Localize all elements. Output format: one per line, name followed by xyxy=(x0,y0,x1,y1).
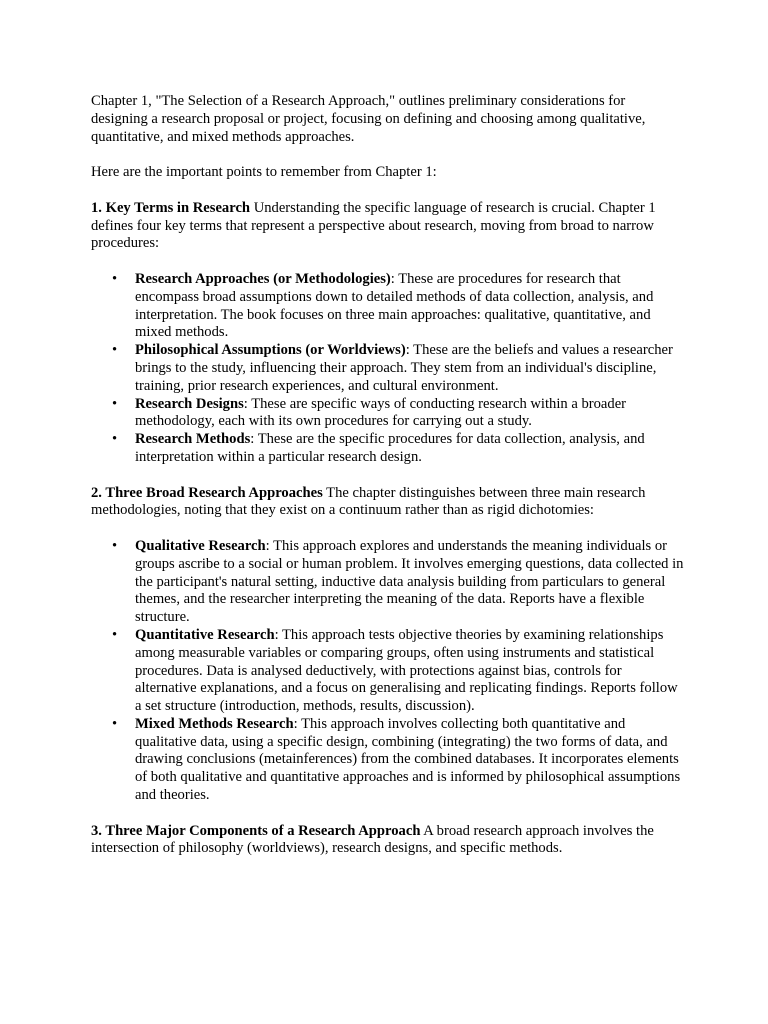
list-item-term: Research Methods xyxy=(135,431,251,448)
list-item-desc: : These are the specific procedures for data collection, analysis, and interpretation within a particular research design. xyxy=(135,431,645,465)
list-item-term: Quantitative Research xyxy=(135,626,275,643)
list-item xyxy=(112,431,685,467)
list-item-term: Research Approaches (or Methodologies) xyxy=(135,270,391,287)
section-1-heading: 1. Key Terms in Research xyxy=(91,199,251,216)
bullet-icon: • xyxy=(112,270,118,287)
list-item-desc: : These are the beliefs and values a researcher brings to the study, influencing their approach. They stem from an individual's discipline, training, prior research experiences, and cultural environment. xyxy=(135,342,673,394)
section-1-list xyxy=(91,271,685,467)
bullet-icon: • xyxy=(112,715,118,732)
bullet-icon: • xyxy=(112,626,118,643)
list-item-desc: : This approach tests objective theories by examining relationships among measurable variables or comparing groups, often using instruments and statistical procedures. Data is analysed deductively, with protections against bias, controls for alternative explanations, and a focus on generalising and replicating findings. Reports follow a set structure (introduction, methods, results, discussion). xyxy=(135,626,678,715)
list-item-term: Qualitative Research xyxy=(135,537,266,554)
bullet-icon: • xyxy=(112,537,118,554)
section-2-text: The chapter distinguishes between three main research methodologies, noting that they exist on a continuum rather than as rigid dichotomies: xyxy=(91,484,646,519)
section-2-heading: 2. Three Broad Research Approaches xyxy=(91,484,323,501)
list-item xyxy=(112,626,685,716)
list-item-desc: : This approach explores and understands the meaning individuals or groups ascribe to a social or human problem. It involves emerging questions, data collected in the participant's natural setting, inductive data analysis building from particulars to general themes, and the researcher interpreting the meaning of the data. Reports have a flexible structure. xyxy=(135,537,684,626)
list-item-desc: : This approach involves collecting both quantitative and qualitative data, using a specific design, combining (integrating) the two forms of data, and drawing conclusions (metainferences) from the combined databases. It incorporates elements of both qualitative and quantitative approaches and is informed by philosophical assumptions and theories. xyxy=(135,715,681,804)
list-item-desc: : These are specific ways of conducting research within a broader methodology, each with its own procedures for carrying out a study. xyxy=(135,395,627,430)
bullet-icon: • xyxy=(112,395,118,412)
section-2-list xyxy=(91,538,685,805)
section-2-paragraph xyxy=(91,485,685,521)
bullet-icon: • xyxy=(112,342,118,359)
section-1-paragraph xyxy=(91,200,685,253)
list-item xyxy=(112,342,685,395)
list-item-term: Mixed Methods Research xyxy=(135,715,294,732)
list-item-term: Philosophical Assumptions (or Worldviews) xyxy=(135,342,406,359)
section-1-text: Understanding the specific language of research is crucial. Chapter 1 defines four key terms that represent a perspective about research, moving from broad to narrow procedures: xyxy=(91,199,656,252)
list-item xyxy=(112,270,685,342)
section-3-paragraph xyxy=(91,823,685,859)
section-3-heading: 3. Three Major Components of a Research Approach xyxy=(91,822,421,839)
list-item-term: Research Designs xyxy=(135,395,244,412)
bullet-icon: • xyxy=(112,431,118,448)
list-item xyxy=(112,395,685,432)
intro-lead: Here are the important points to remember from Chapter 1: xyxy=(91,164,437,181)
list-item xyxy=(112,537,685,627)
document-page xyxy=(91,93,685,876)
list-item xyxy=(112,715,685,805)
intro-summary: Chapter 1, "The Selection of a Research Approach," outlines preliminary considerations for designing a research proposal or project, focusing on defining and choosing among qualitative, quantitative, and mixed methods approaches. xyxy=(91,93,646,145)
list-item-desc: : These are procedures for research that encompass broad assumptions down to detailed methods of data collection, analysis, and interpretation. The book focuses on three main approaches: qualitative, quantitative, and mixed methods. xyxy=(135,270,654,341)
section-3-text: A broad research approach involves the intersection of philosophy (worldviews), research designs, and specific methods. xyxy=(91,822,654,857)
